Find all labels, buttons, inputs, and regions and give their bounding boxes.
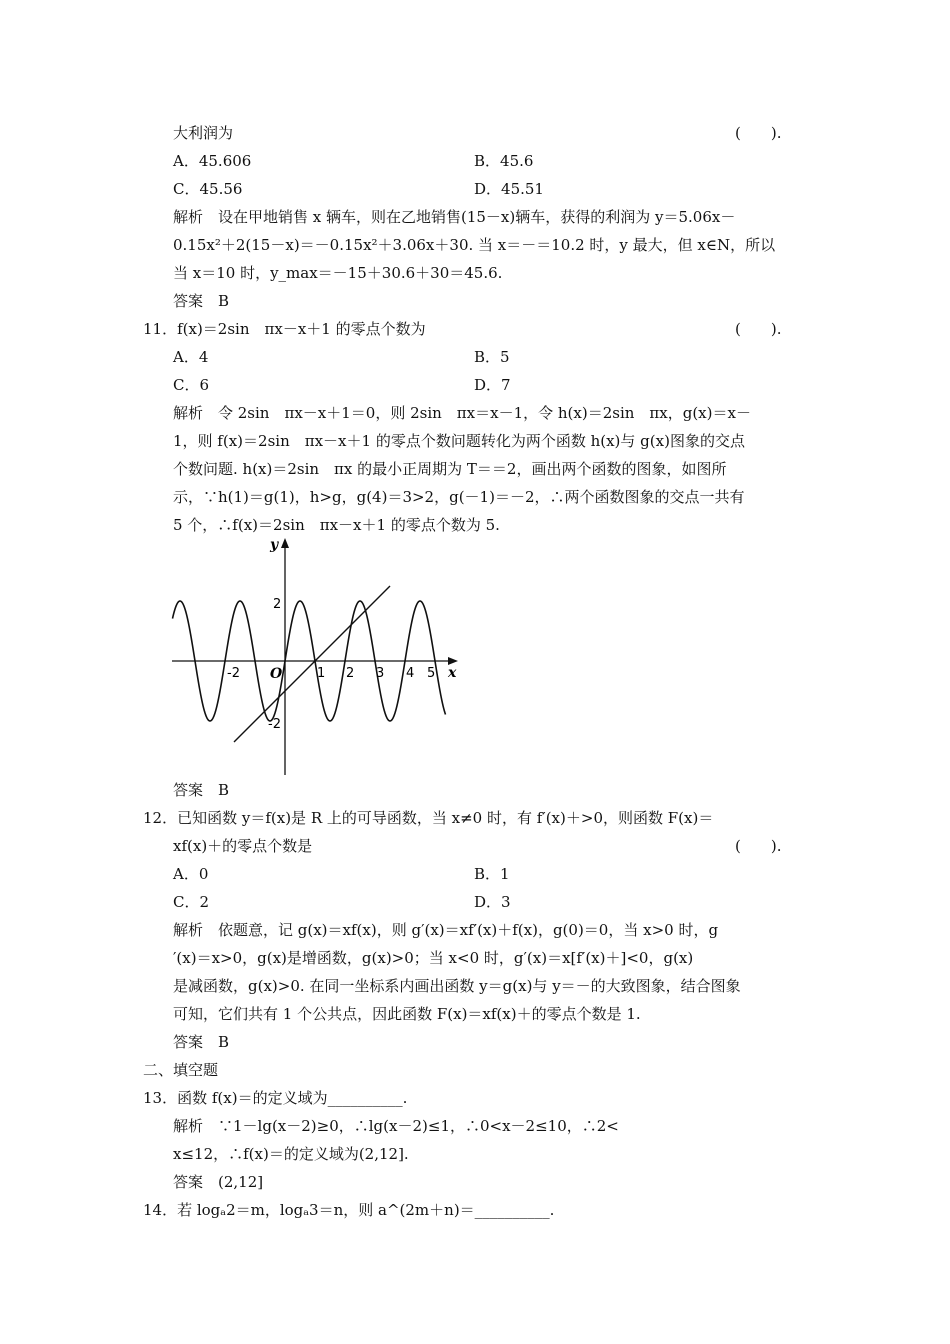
q10-option-c: C．45.56 [173,180,243,198]
q12-analysis-line: ′(x)＝x>0，g(x)是增函数，g(x)>0；当 x<0 时，g′(x)＝x[f′(x)＋]<0，g(x) [173,949,694,967]
q11-analysis-line: 个数问题. h(x)＝2sin πx 的最小正周期为 T＝＝2，画出两个函数的图象，如图所 [173,460,727,478]
q12-answer-paren: ( ). [735,837,782,855]
q13-answer: 答案 (2,12] [173,1173,264,1191]
q10-answer-paren: ( ). [735,124,782,142]
q11-answer-paren: ( ). [735,320,782,338]
x-tick-label: 5 [427,666,436,681]
origin-label: O [270,666,283,682]
x-tick-label: 4 [406,666,415,681]
q10-option-d: D．45.51 [474,180,544,198]
q10-analysis-line: 解析 设在甲地销售 x 辆车，则在乙地销售(15－x)辆车，获得的利润为 y＝5.06x－ [173,208,736,226]
q12-analysis-line: 可知，它们共有 1 个公共点，因此函数 F(x)＝xf(x)＋的零点个数是 1. [173,1005,641,1023]
q11-answer: 答案 B [173,781,230,799]
q11-option-a: A．4 [173,348,209,366]
q12-option-d: D．3 [474,893,511,911]
x-tick-label: -2 [227,666,240,681]
q10-option-a: A．45.606 [173,152,252,170]
x-axis-label: x [448,665,457,681]
q11-option-b: B．5 [474,348,510,366]
function-graph [160,535,470,780]
q14-stem: 14．若 logₐ2＝m，logₐ3＝n，则 a^(2m＋n)＝__________. [143,1201,555,1219]
x-tick-label: 3 [376,666,385,681]
q10-answer: 答案 B [173,292,230,310]
q12-stem-line: 12．已知函数 y＝f(x)是 R 上的可导函数，当 x≠0 时，有 f′(x)＋>0，则函数 F(x)＝ [143,809,714,827]
q13-analysis-line: x≤12，∴f(x)＝的定义域为(2,12]. [173,1145,409,1163]
y-axis-label: y [270,537,279,553]
q11-analysis-line: 1，则 f(x)＝2sin πx－x＋1 的零点个数问题转化为两个函数 h(x)与 g(x)图象的交点 [173,432,745,450]
y-tick-label: 2 [273,597,282,612]
q10-option-b: B．45.6 [474,152,534,170]
q12-option-b: B．1 [474,865,510,883]
line-g [234,586,390,742]
y-tick-label: -2 [268,717,281,732]
q12-option-c: C．2 [173,893,210,911]
x-tick-label: 2 [346,666,355,681]
q12-analysis-line: 是减函数，g(x)>0. 在同一坐标系内画出函数 y＝g(x)与 y＝－的大致图象，结合图象 [173,977,741,995]
q12-answer: 答案 B [173,1033,230,1051]
q13-analysis-line: 解析 ∵1－lg(x－2)≥0，∴lg(x－2)≤1，∴0<x－2≤10，∴2< [173,1117,619,1135]
q11-option-c: C．6 [173,376,210,394]
q10-analysis-line: 当 x＝10 时，y_max＝－15＋30.6＋30＝45.6. [173,264,503,282]
q12-analysis-line: 解析 依题意，记 g(x)＝xf(x)，则 g′(x)＝xf′(x)＋f(x)，g(0)＝0，当 x>0 时，g [173,921,719,939]
q11-option-d: D．7 [474,376,511,394]
q11-analysis-line: 5 个，∴f(x)＝2sin πx－x＋1 的零点个数为 5. [173,516,500,534]
q11-stem: 11．f(x)＝2sin πx－x＋1 的零点个数为 [143,320,426,338]
q12-stem-line: xf(x)＋的零点个数是 [173,837,313,855]
q11-analysis-line: 解析 令 2sin πx－x＋1＝0，则 2sin πx＝x－1，令 h(x)＝2sin πx，g(x)＝x－ [173,404,751,422]
q10-analysis-line: 0.15x²＋2(15－x)＝－0.15x²＋3.06x＋30. 当 x＝－＝10.2 时，y 最大，但 x∈N，所以 [173,236,776,254]
q13-stem: 13．函数 f(x)＝的定义域为__________. [143,1089,408,1107]
q12-option-a: A．0 [173,865,209,883]
q11-analysis-line: 示，∵h(1)＝g(1)，h>g，g(4)＝3>2，g(－1)＝－2，∴两个函数图象的交点一共有 [173,488,745,506]
section-heading: 二、填空题 [143,1061,219,1079]
x-tick-label: 1 [317,666,326,681]
q10-stem-tail: 大利润为 [173,124,234,142]
